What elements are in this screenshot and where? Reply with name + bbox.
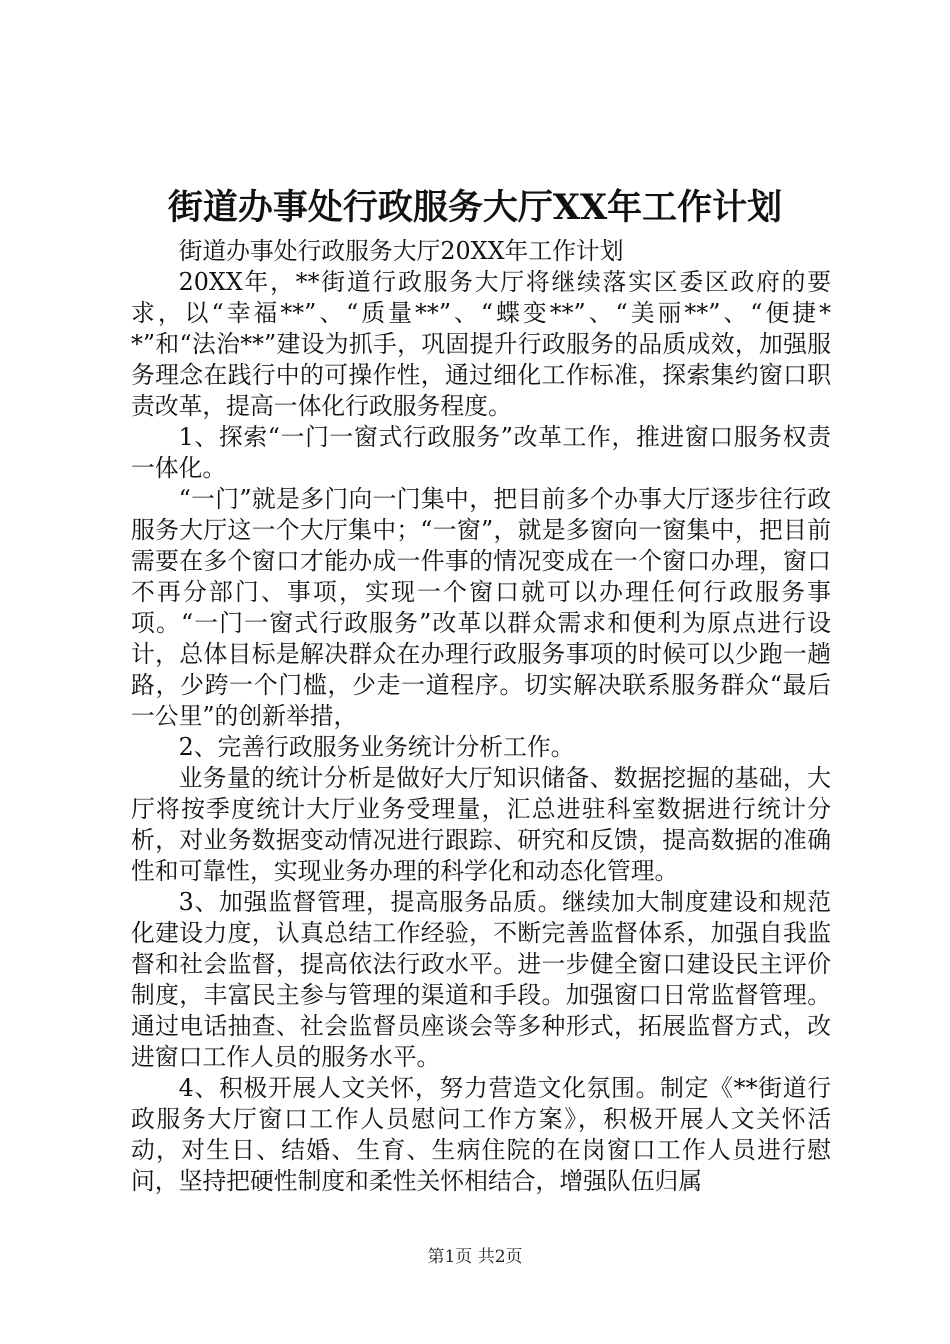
document-title: 街道办事处行政服务大厅XX年工作计划 [167, 187, 783, 228]
paragraph-item-2-heading: 2、完善行政服务业务统计分析工作。 [178, 733, 575, 761]
paragraph-item-4: 4、积极开展人文关怀，努力营造文化氛围。制定《**街道行政服务大厅窗口工作人员慰问工作方案》，积极开展人文关怀活动，对生日、结婚、生育、生病住院的在岗窗口工作人员进行慰问，坚持把硬性制度和柔性关怀相结合，增强队伍归属 [131, 1074, 831, 1195]
paragraph-item-3: 3、加强监督管理，提高服务品质。继续加大制度建设和规范化建设力度，认真总结工作经验，不断完善监督体系，加强自我监督和社会监督，提高依法行政水平。进一步健全窗口建设民主评价制度，丰富民主参与管理的渠道和手段。加强窗口日常监督管理。通过电话抽查、社会监督员座谈会等多种形式，拓展监督方式，改进窗口工作人员的服务水平。 [131, 888, 831, 1071]
document-body [131, 236, 831, 1197]
paragraph-intro: 20XX年，**街道行政服务大厅将继续落实区委区政府的要求，以“幸福**”、“质量**”、“蝶变**”、“美丽**”、“便捷**”和“法治**”建设为抓手，巩固提升行政服务的品质成效，加强服务理念在践行中的可操作性，通过细化工作标准，探索集约窗口职责改革，提高一体化行政服务程度。 [131, 268, 831, 420]
paragraph-item-1-heading: 1、探索“一门一窗式行政服务”改革工作，推进窗口服务权责一体化。 [131, 423, 831, 482]
paragraph-subtitle: 街道办事处行政服务大厅20XX年工作计划 [178, 237, 624, 265]
page-footer: 第1页 共2页 [427, 1247, 523, 1267]
paragraph-item-1-body: “一门”就是多门向一门集中，把目前多个办事大厅逐步往行政服务大厅这一个大厅集中；“一窗”，就是多窗向一窗集中，把目前需要在多个窗口才能办成一件事的情况变成在一个窗口办理，窗口不再分部门、事项，实现一个窗口就可以办理任何行政服务事项。“一门一窗式行政服务”改革以群众需求和便利为原点进行设计，总体目标是解决群众在办理行政服务事项的时候可以少跑一趟路，少跨一个门槛，少走一道程序。切实解决联系服务群众“最后一公里”的创新举措， [131, 485, 831, 730]
paragraph-item-2-body: 业务量的统计分析是做好大厅知识储备、数据挖掘的基础，大厅将按季度统计大厅业务受理量，汇总进驻科室数据进行统计分析，对业务数据变动情况进行跟踪、研究和反馈，提高数据的准确性和可靠性，实现业务办理的科学化和动态化管理。 [131, 764, 831, 885]
